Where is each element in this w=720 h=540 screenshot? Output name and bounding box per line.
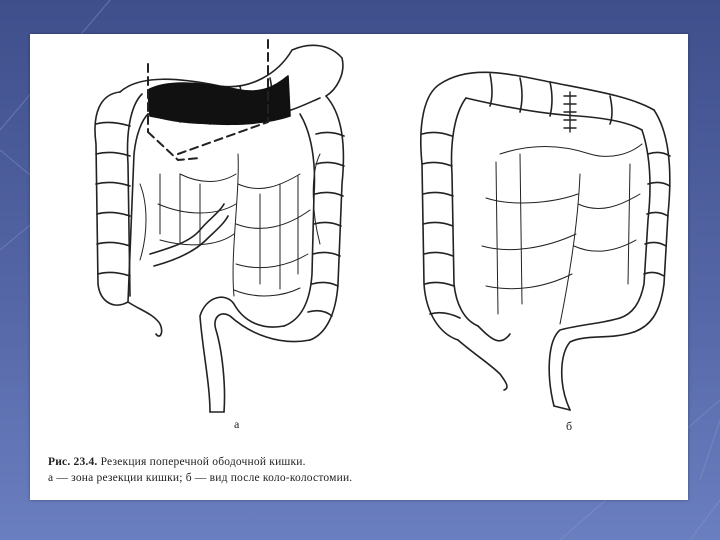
caption-title: Резекция поперечной ободочной кишки. — [100, 456, 306, 468]
caption-line-1 — [48, 454, 668, 470]
caption-line-2: а — зона резекции кишки; б — вид после коло-колостомии. — [48, 472, 353, 484]
panel-a-drawing — [95, 40, 344, 412]
panel-a-label: а — [234, 417, 240, 431]
panel-b-label: б — [566, 419, 573, 433]
panel-b-drawing — [421, 72, 670, 410]
caption-figure-number: Рис. 23.4. — [48, 456, 98, 468]
slide-frame — [30, 34, 688, 500]
colon-resection-illustration — [30, 34, 688, 454]
figure-caption — [48, 454, 668, 486]
